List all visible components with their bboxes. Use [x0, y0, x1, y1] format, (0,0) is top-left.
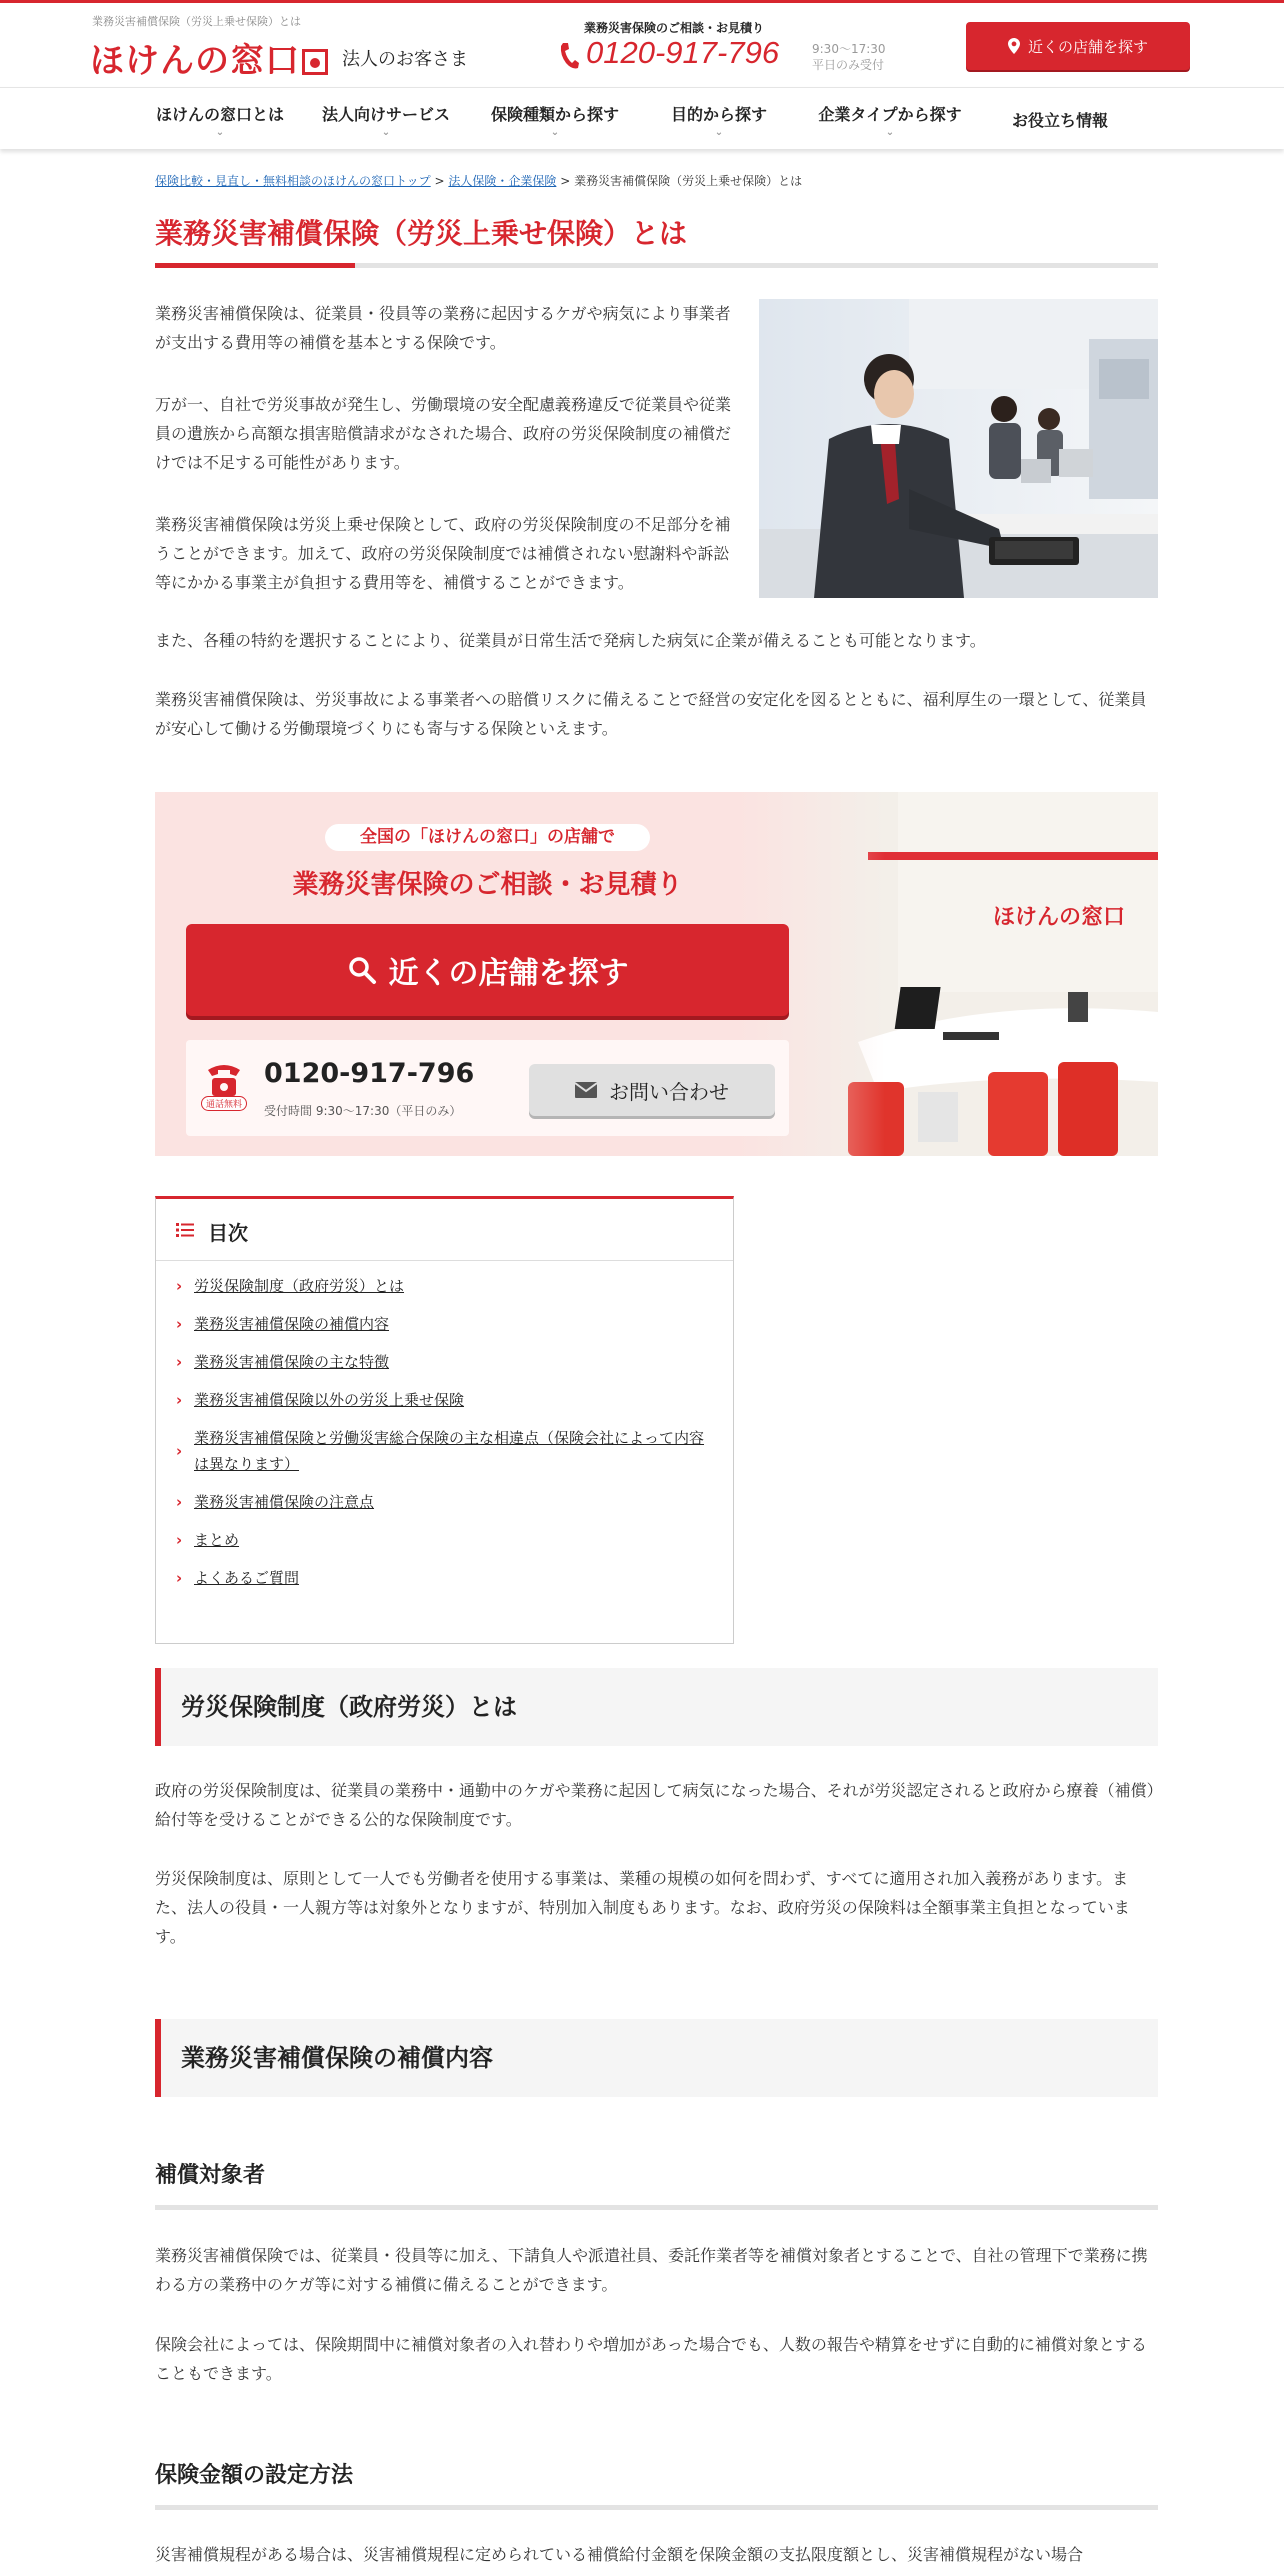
cta-find-store-button[interactable]: [186, 924, 789, 1016]
toc-link[interactable]: [176, 1489, 716, 1515]
search-icon: [347, 955, 377, 985]
contact-button[interactable]: [529, 1064, 775, 1116]
toll-free-badge: 通話無料: [201, 1096, 247, 1111]
toc-link-label: 業務災害補償保険と労働災害総合保険の主な相違点（保険会社によって内容は異なります）: [194, 1429, 705, 1473]
chevron-right-icon: ›: [176, 1442, 183, 1460]
phone-icon: [558, 41, 580, 71]
consultation-cta-banner: [155, 792, 1158, 1156]
section-paragraph: 労災保険制度は、原則として一人でも労働者を使用する事業は、業種の規模の如何を問わず、すべてに適用され加入義務があります。また、法人の役員・一人親方等は対象外となりますが、特別加入制度もあります。なお、政府労災の保険料は全額事業主負担となっています。: [155, 1869, 1130, 1946]
section-heading-rousai: 労災保険制度（政府労災）とは: [155, 1668, 1158, 1746]
cta-find-store-label: 近くの店舗を探す: [388, 956, 629, 991]
toc-link[interactable]: [176, 1425, 716, 1477]
chevron-right-icon: ›: [176, 1315, 183, 1333]
nav-item-label: 法人向けサービス: [321, 104, 450, 124]
breadcrumb-home-link[interactable]: 保険比較・見直し・無料相談のほけんの窓口トップ: [155, 174, 431, 188]
toc-link[interactable]: [176, 1527, 716, 1553]
breadcrumb-current: 業務災害補償保険（労災上乗せ保険）とは: [574, 174, 803, 188]
office-workers-photo: [759, 299, 1158, 598]
section-paragraph: 政府の労災保険制度は、従業員の業務中・通勤中のケガや業務に起因して病気になった場合、それが労災認定されると政府から療養（補償）給付等を受けることができる公的な保険制度です。: [155, 1781, 1155, 1829]
chevron-right-icon: ›: [176, 1277, 183, 1295]
logo-text: ほけんの窓口: [90, 41, 300, 81]
cta-hours: 受付時間 9:30～17:30（平日のみ）: [264, 1104, 462, 1118]
chevron-right-icon: ›: [176, 1531, 183, 1549]
subheading-underline: [155, 2505, 1158, 2510]
nav-item-by-insurance-type[interactable]: [472, 88, 638, 150]
intro-paragraph: 業務災害補償保険は労災上乗せ保険として、政府の労災保険制度の不足部分を補うことができます。加えて、政府の労災保険制度では補償されない慰謝料や訴訟等にかかる事業主が負担する費用等を、補償することができます。: [155, 515, 731, 592]
subheading-insured-amount: 保険金額の設定方法: [155, 2463, 354, 2488]
mail-icon: [575, 1082, 597, 1098]
chevron-right-icon: ›: [176, 1353, 183, 1371]
breadcrumb-separator: >: [434, 174, 445, 188]
table-of-contents: [155, 1196, 734, 1644]
nav-item-corporate-services[interactable]: [306, 88, 466, 150]
toc-link-label: 業務災害補償保険以外の労災上乗せ保険: [194, 1391, 465, 1409]
chevron-right-icon: ›: [176, 1493, 183, 1511]
section-paragraph: 業務災害補償保険では、従業員・役員等に加え、下請負人や派遣社員、委託作業者等を補償対象者とすることで、自社の管理下で業務に携わる方の業務中のケガ等に対する補償に備えることができます。: [155, 2246, 1148, 2294]
breadcrumb-category-link[interactable]: 法人保険・企業保険: [448, 174, 557, 188]
cta-phone-number[interactable]: 0120-917-796: [264, 1058, 475, 1089]
site-header: [0, 3, 1284, 87]
cta-heading: 業務災害保険のご相談・お見積り: [292, 870, 683, 900]
cta-contact-panel: [186, 1040, 789, 1136]
toc-link[interactable]: [176, 1311, 716, 1337]
breadcrumb-separator: >: [560, 174, 571, 188]
toc-link-label: 業務災害補償保険の主な特徴: [194, 1353, 390, 1371]
nav-item-about[interactable]: [140, 88, 300, 150]
nav-item-useful-info[interactable]: [990, 88, 1130, 150]
toc-link-label: まとめ: [194, 1531, 240, 1549]
contact-button-label: お問い合わせ: [609, 1079, 729, 1104]
site-logo[interactable]: [90, 33, 328, 82]
header-hours-time: 9:30～17:30: [812, 42, 886, 56]
toc-link-label: よくあるご質問: [194, 1569, 300, 1587]
toc-link-label: 業務災害補償保険の注意点: [194, 1493, 375, 1511]
chevron-down-icon: ⌄: [714, 126, 724, 138]
nav-item-label: 目的から探す: [670, 104, 767, 124]
intro-paragraph: また、各種の特約を選択することにより、従業員が日常生活で発病した病気に企業が備えることも可能となります。: [155, 631, 986, 650]
nav-item-label: ほけんの窓口とは: [155, 104, 284, 124]
chevron-down-icon: ⌄: [550, 126, 560, 138]
store-interior-photo: [738, 792, 1158, 1156]
title-underline: [155, 263, 1158, 268]
nav-item-label: 保険種類から探す: [490, 104, 619, 124]
section-paragraph: 災害補償規程がある場合は、災害補償規程に定められている補償給付金額を保険金額の支払限度額とし、災害補償規程がない場合: [155, 2545, 1084, 2564]
header-page-title: 業務災害補償保険（労災上乗せ保険）とは: [92, 15, 301, 28]
subheading-underline: [155, 2205, 1158, 2210]
header-find-store-label: 近くの店舗を探す: [1027, 37, 1148, 56]
nav-item-label: 企業タイプから探す: [818, 104, 962, 124]
subheading-insured-persons: 補償対象者: [155, 2163, 266, 2188]
page-title: 業務災害補償保険（労災上乗せ保険）とは: [155, 217, 688, 250]
intro-paragraph: 業務災害補償保険は、労災事故による事業者への賠償リスクに備えることで経営の安定化を図るとともに、福利厚生の一環として、従業員が安心して働ける労働環境づくりにも寄与する保険といえます。: [155, 690, 1147, 738]
toc-link[interactable]: [176, 1565, 716, 1591]
chevron-right-icon: ›: [176, 1569, 183, 1587]
toc-header: [156, 1199, 733, 1261]
header-hours: [812, 41, 886, 73]
chevron-down-icon: ⌄: [885, 126, 895, 138]
chevron-down-icon: ⌄: [215, 126, 225, 138]
nav-item-by-purpose[interactable]: [640, 88, 798, 150]
logo-mark-icon: [302, 49, 328, 75]
nav-item-by-company-type[interactable]: [800, 88, 980, 150]
header-phone-number[interactable]: 0120-917-796: [586, 35, 780, 70]
header-phone-caption: 業務災害保険のご相談・お見積り: [584, 21, 765, 35]
section-heading-coverage: 業務災害補償保険の補償内容: [155, 2019, 1158, 2097]
corporate-label: 法人のお客さま: [342, 49, 468, 70]
section-paragraph: 保険会社によっては、保険期間中に補償対象者の入れ替わりや増加があった場合でも、人数の報告や精算をせずに自動的に補償対象とすることもできます。: [155, 2335, 1147, 2383]
toc-link-label: 労災保険制度（政府労災）とは: [194, 1277, 405, 1295]
toc-link[interactable]: [176, 1273, 716, 1299]
toc-link-label: 業務災害補償保険の補償内容: [194, 1315, 390, 1333]
intro-paragraph: 万が一、自社で労災事故が発生し、労働環境の安全配慮義務違反で従業員や従業員の遺族から高額な損害賠償請求がなされた場合、政府の労災保険制度の補償だけでは不足する可能性があります。: [155, 395, 732, 472]
map-pin-icon: [1008, 38, 1020, 54]
toc-link[interactable]: [176, 1387, 716, 1413]
main-navigation: [0, 87, 1284, 149]
list-icon: [176, 1222, 194, 1238]
chevron-down-icon: ⌄: [381, 126, 391, 138]
cta-store-pill: 全国の「ほけんの窓口」の店舗で: [325, 824, 650, 851]
header-find-store-button[interactable]: [966, 22, 1190, 70]
toc-title: 目次: [208, 1221, 248, 1245]
header-hours-note: 平日のみ受付: [812, 58, 885, 72]
breadcrumb: [155, 172, 802, 189]
intro-paragraph: 業務災害補償保険は、従業員・役員等の業務に起因するケガや病気により事業者が支出する費用等の補償を基本とする保険です。: [155, 304, 731, 352]
chevron-right-icon: ›: [176, 1391, 183, 1409]
nav-item-label: お役立ち情報: [1011, 110, 1108, 130]
toc-link[interactable]: [176, 1349, 716, 1375]
